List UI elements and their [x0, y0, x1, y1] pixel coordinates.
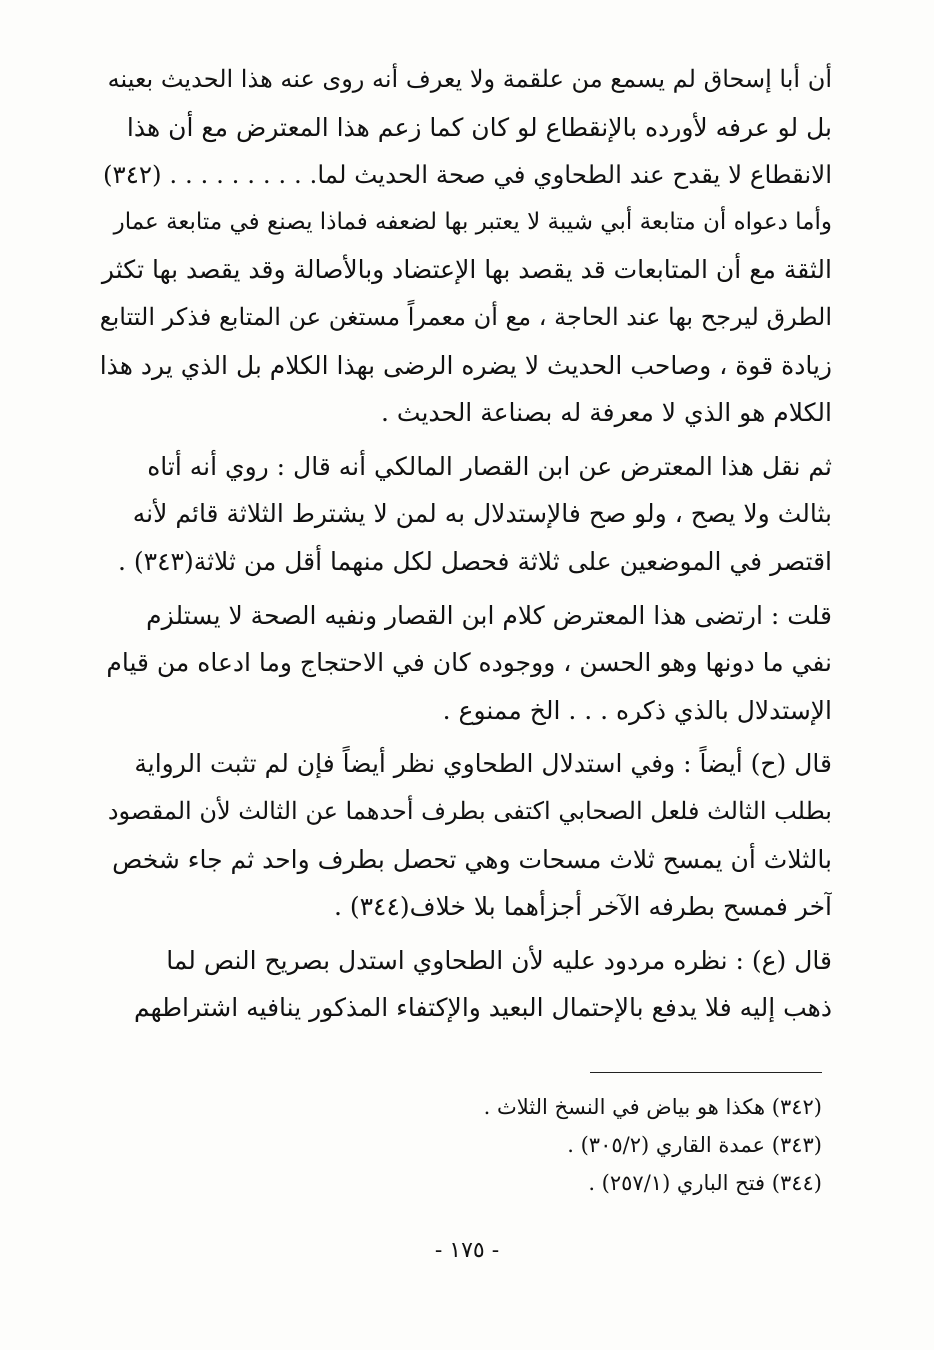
text-line: بالثلاث أن يمسح ثلاث مسحات وهي تحصل بطرف واحد ثم جاء شخص: [112, 844, 832, 874]
paragraph: [100, 592, 832, 735]
text-line: الانقطاع لا يقدح عند الطحاوي في صحة الحديث لما. . . . . . . . . . (٣٤٢): [102, 160, 832, 190]
page-number: - ١٧٥ -: [434, 1238, 500, 1263]
text-line: زيادة قوة ، وصاحب الحديث لا يضره الرضى بهذا الكلام بل الذي يرد هذا: [100, 350, 832, 380]
paragraph: [100, 937, 832, 1032]
text-line: قلت : ارتضى هذا المعترض كلام ابن القصار ونفيه الصحة لا يستلزم: [146, 600, 832, 630]
footnote-343: (٣٤٣) عمدة القاري (٣٠٥/٢) .: [567, 1133, 822, 1157]
paragraph: [100, 56, 832, 437]
paragraph: [100, 443, 832, 586]
text-line: نفي ما دونها وهو الحسن ، ووجوده كان في الاحتجاج وما ادعاه من قيام: [106, 648, 832, 678]
footnote-342: (٣٤٢) هكذا هو بياض في النسخ الثلاث .: [483, 1095, 822, 1119]
footnote-344: (٣٤٤) فتح الباري (٢٥٧/١) .: [588, 1171, 822, 1195]
footnotes: [100, 1088, 822, 1202]
footnote-divider: [590, 1072, 822, 1073]
text-line: الثقة مع أن المتابعات قد يقصد بها الإعتضاد وبالأصالة وقد يقصد بها تكثر: [101, 255, 832, 285]
text-line: قال (ع) : نظره مردود عليه لأن الطحاوي استدل بصريح النص لما: [166, 945, 832, 975]
text-line: الإستدلال بالذي ذكره . . . الخ ممنوع .: [442, 695, 832, 725]
text-line: الطرق ليرجح بها عند الحاجة ، مع أن معمراً مستغن عن المتابع فذكر التتابع: [100, 302, 832, 331]
text-line: ثم نقل هذا المعترض عن ابن القصار المالكي أنه قال : روي أنه أتاه: [147, 451, 832, 481]
main-text: [100, 56, 832, 1038]
paragraph: [100, 740, 832, 930]
text-line: اقتصر في الموضعين على ثلاثة فحصل لكل منهما أقل من ثلاثة(٣٤٣) .: [117, 546, 832, 576]
text-line: بل لو عرفه لأورده بالإنقطاع لو كان كما زعم هذا المعترض مع أن هذا: [126, 112, 832, 142]
text-line: آخر فمسح بطرفه الآخر أجزأهما بلا خلاف(٣٤٤) .: [333, 892, 832, 922]
text-line: بثالث ولا يصح ، ولو صح فالإستدلال به لمن لا يشترط الثلاثة قائم لأنه: [132, 499, 832, 529]
text-line: وأما دعواه أن متابعة أبي شيبة لا يعتبر بها لضعفه فماذا يصنع في متابعة عمار: [113, 208, 832, 235]
text-line: أن أبا إسحاق لم يسمع من علقمة ولا يعرف أنه روى عنه هذا الحديث بعينه: [107, 65, 832, 93]
text-line: قال (ح) أيضاً : وفي استدلال الطحاوي نظر أيضاً فإن لم تثبت الرواية: [134, 749, 832, 779]
text-line: الكلام هو الذي لا معرفة له بصناعة الحديث .: [381, 398, 832, 428]
text-line: ذهب إليه فلا يدفع بالإحتمال البعيد والإكتفاء المذكور ينافيه اشتراطهم: [133, 993, 832, 1023]
text-line: بطلب الثالث فلعل الصحابي اكتفى بطرف أحدهما عن الثالث لأن المقصود: [107, 796, 832, 825]
